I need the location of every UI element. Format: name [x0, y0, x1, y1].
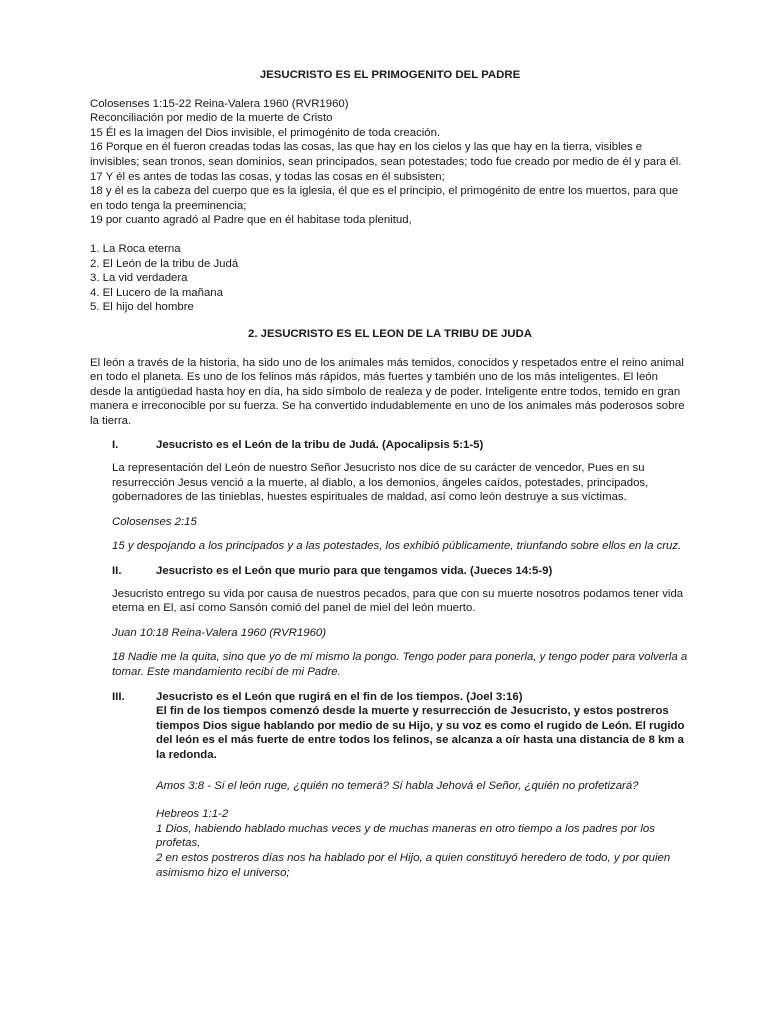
section-body: La representación del León de nuestro Señor Jesucristo nos dice de su carácter de vencedor, Pues en su resurrección Jesus venció a la muerte, al diablo, a los demonios, ángeles caídos, potestades, principados, gobernadores de las tinieblas, huestes espirituales de maldad, así como león destruye a sus víctimas.: [112, 462, 649, 504]
list-item: 4. El Lucero de la mañana: [90, 286, 223, 299]
reference-line: 15 Él es la imagen del Dios invisible, el primogénito de toda creación.: [90, 126, 441, 139]
section-body: El fin de los tiempos comenzó desde la muerte y resurrección de Jesucristo, y estos postreros tiempos Dios sigue hablando por medio de su Hijo, y su voz es como el rugido de León. El rugido del león es el más fuerte de entre todos los felinos, se alcanza a oír hasta una distancia de 8 km a la redonda.: [156, 705, 685, 761]
document-title: JESUCRISTO ES EL PRIMOGENITO DEL PADRE: [259, 69, 521, 81]
section-numeral: III.: [112, 690, 125, 703]
section-three: [90, 690, 690, 881]
verse-reference: Hebreos 1:1-2: [156, 808, 229, 821]
section-heading: [90, 438, 690, 453]
reference-line: 18 y él es la cabeza del cuerpo que es la iglesia, él que es el principio, el primogénito de entre los muertos, para que en todo tenga la preeminencia;: [90, 185, 679, 212]
reference-block: [90, 97, 690, 228]
section-title: 2. JESUCRISTO ES EL LEON DE LA TRIBU DE JUDA: [248, 327, 532, 340]
section-numeral: I.: [112, 439, 119, 452]
reference-line: Reconciliación por medio de la muerte de Cristo: [90, 112, 333, 125]
section-heading: [90, 564, 690, 579]
list-item: 1. La Roca eterna: [90, 242, 181, 255]
numbered-list: [90, 242, 690, 315]
reference-line: 19 por cuanto agradó al Padre que en él habitase toda plenitud,: [90, 214, 412, 227]
verse-reference: Juan 10:18 Reina-Valera 1960 (RVR1960): [112, 626, 327, 639]
section-heading-text: Jesucristo es el León que murio para que tengamos vida. (Jueces 14:5-9): [156, 565, 553, 578]
verse-quote: Amos 3:8 - Si el león ruge, ¿quién no temerá? Si habla Jehová el Señor, ¿quién no profetizará?: [156, 779, 639, 792]
intro-paragraph: El león a través de la historia, ha sido uno de los animales más temidos, conocidos y respetados entre el reino animal en todo el planeta. Es uno de los felinos más rápidos, más fuertes y también uno de los más inteligentes. El león desde la antigüedad hasta hoy en día, ha sido símbolo de realeza y de poder. Inteligente entre todos, temido en gran manera e irreconocible por su fuerza. Se ha convertido indudablemente en uno de los animales más poderosos sobre la tierra.: [90, 356, 685, 427]
verse-line: 1 Dios, habiendo hablado muchas veces y de muchas maneras en otro tiempo a los padres por los profetas,: [156, 822, 655, 850]
section-heading-text: Jesucristo es el León que rugirá en el fin de los tiempos. (Joel 3:16): [156, 690, 523, 703]
list-item: 3. La vid verdadera: [90, 272, 188, 285]
section-heading-text: Jesucristo es el León de la tribu de Judá. (Apocalipsis 5:1-5): [156, 439, 484, 452]
verse-text: 15 y despojando a los principados y a las potestades, los exhibió públicamente, triunfando sobre ellos en la cruz.: [112, 540, 682, 553]
reference-line: Colosenses 1:15-22 Reina-Valera 1960 (RVR1960): [90, 97, 349, 110]
section-body: Jesucristo entrego su vida por causa de nuestros pecados, para que con su muerte nosotros podamos tener vida eterna en El, así como Sansón comió del panel de miel del león muerto.: [112, 587, 684, 615]
reference-line: 16 Porque en él fueron creadas todas las cosas, las que hay en los cielos y las que hay en la tierra, visibles e invisibles; sean tronos, sean dominios, sean principados, sean potestades; todo fue creado por medio de él y para él.: [90, 141, 682, 168]
verse-line: 2 en estos postreros días nos ha hablado por el Hijo, a quien constituyó heredero de todo, y por quien asimismo hizo el universo;: [156, 851, 671, 879]
verse-reference: Colosenses 2:15: [112, 515, 197, 528]
section-three-body: [156, 690, 690, 881]
section-numeral: II.: [112, 565, 122, 578]
list-item: 5. El hijo del hombre: [90, 301, 194, 314]
verse-text: 18 Nadie me la quita, sino que yo de mí mismo la pongo. Tengo poder para ponerla, y tengo poder para volverla a tomar. Este mandamiento recibí de mi Padre.: [112, 651, 688, 678]
document-page: [90, 68, 690, 880]
reference-line: 17 Y él es antes de todas las cosas, y todas las cosas en él subsisten;: [90, 170, 445, 183]
list-item: 2. El León de la tribu de Judá: [90, 257, 239, 270]
